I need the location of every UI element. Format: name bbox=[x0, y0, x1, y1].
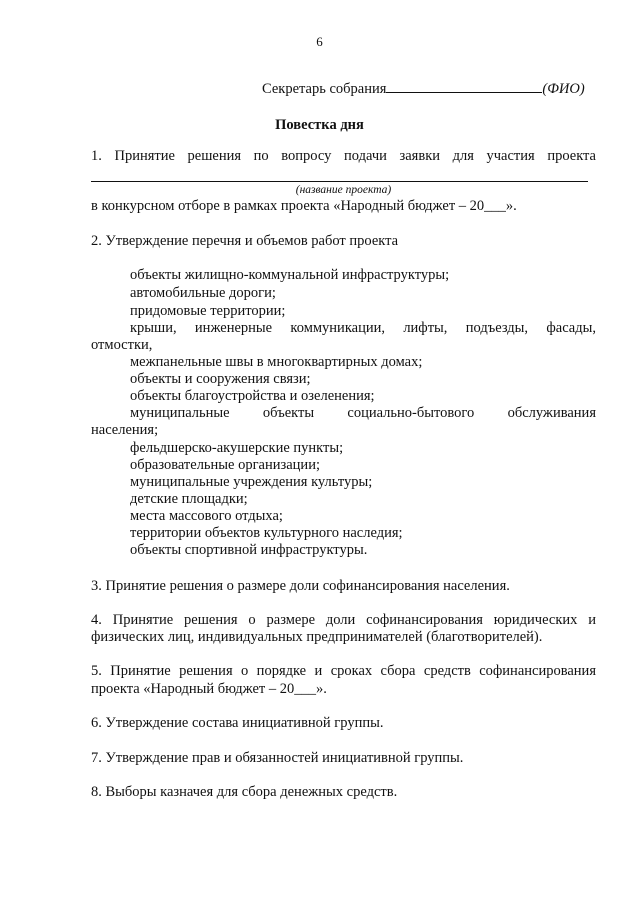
item1-line1: 1. Принятие решения по вопросу подачи заявки для участия проекта bbox=[91, 148, 596, 164]
page-number: 6 bbox=[316, 34, 323, 49]
list-item: муниципальные учреждения культуры; bbox=[130, 474, 373, 490]
list-item: объекты спортивной инфраструктуры. bbox=[130, 542, 368, 558]
list-item: фельдшерско-акушерские пункты; bbox=[130, 440, 344, 456]
project-name-caption: (название проекта) bbox=[295, 184, 392, 196]
fio-label: (ФИО) bbox=[542, 81, 585, 97]
list-item: объекты жилищно-коммунальной инфраструктуры; bbox=[130, 267, 450, 283]
list-item: крыши, инженерные коммуникации, лифты, подъезды, фасады, bbox=[130, 320, 596, 336]
list-item: территории объектов культурного наследия; bbox=[130, 525, 403, 541]
list-item: объекты благоустройства и озеленения; bbox=[130, 388, 375, 404]
item6: 6. Утверждение состава инициативной группы. bbox=[91, 715, 384, 731]
list-item-continuation: отмостки, bbox=[91, 337, 153, 353]
list-item: образовательные организации; bbox=[130, 457, 320, 473]
list-item: автомобильные дороги; bbox=[130, 285, 276, 301]
item7: 7. Утверждение прав и обязанностей инициативной группы. bbox=[91, 750, 464, 766]
list-item: объекты и сооружения связи; bbox=[130, 371, 311, 387]
secretary-label: Секретарь собрания bbox=[262, 81, 387, 97]
item2-heading: 2. Утверждение перечня и объемов работ проекта bbox=[91, 233, 399, 249]
list-item: межпанельные швы в многоквартирных домах; bbox=[130, 354, 423, 370]
signature-blank bbox=[386, 80, 542, 93]
list-item-continuation: населения; bbox=[91, 422, 159, 438]
item8: 8. Выборы казначея для сбора денежных средств. bbox=[91, 784, 398, 800]
agenda-title: Повестка дня bbox=[275, 117, 364, 133]
item5-line1: 5. Принятие решения о порядке и сроках сбора средств софинансирования bbox=[91, 663, 596, 679]
list-item: детские площадки; bbox=[130, 491, 248, 507]
item3: 3. Принятие решения о размере доли софинансирования населения. bbox=[91, 578, 510, 594]
list-item: места массового отдыха; bbox=[130, 508, 283, 524]
secretary-line bbox=[262, 80, 602, 98]
list-item: муниципальные объекты социально-бытового обслуживания bbox=[130, 405, 596, 421]
item5-line2: проекта «Народный бюджет – 20___». bbox=[91, 681, 327, 697]
item1-line2: в конкурсном отборе в рамках проекта «Народный бюджет – 20___». bbox=[91, 198, 517, 214]
item4-line1: 4. Принятие решения о размере доли софинансирования юридических и bbox=[91, 612, 596, 628]
item4-line2: физических лиц, индивидуальных предпринимателей (благотворителей). bbox=[91, 629, 543, 645]
list-item: придомовые территории; bbox=[130, 303, 286, 319]
